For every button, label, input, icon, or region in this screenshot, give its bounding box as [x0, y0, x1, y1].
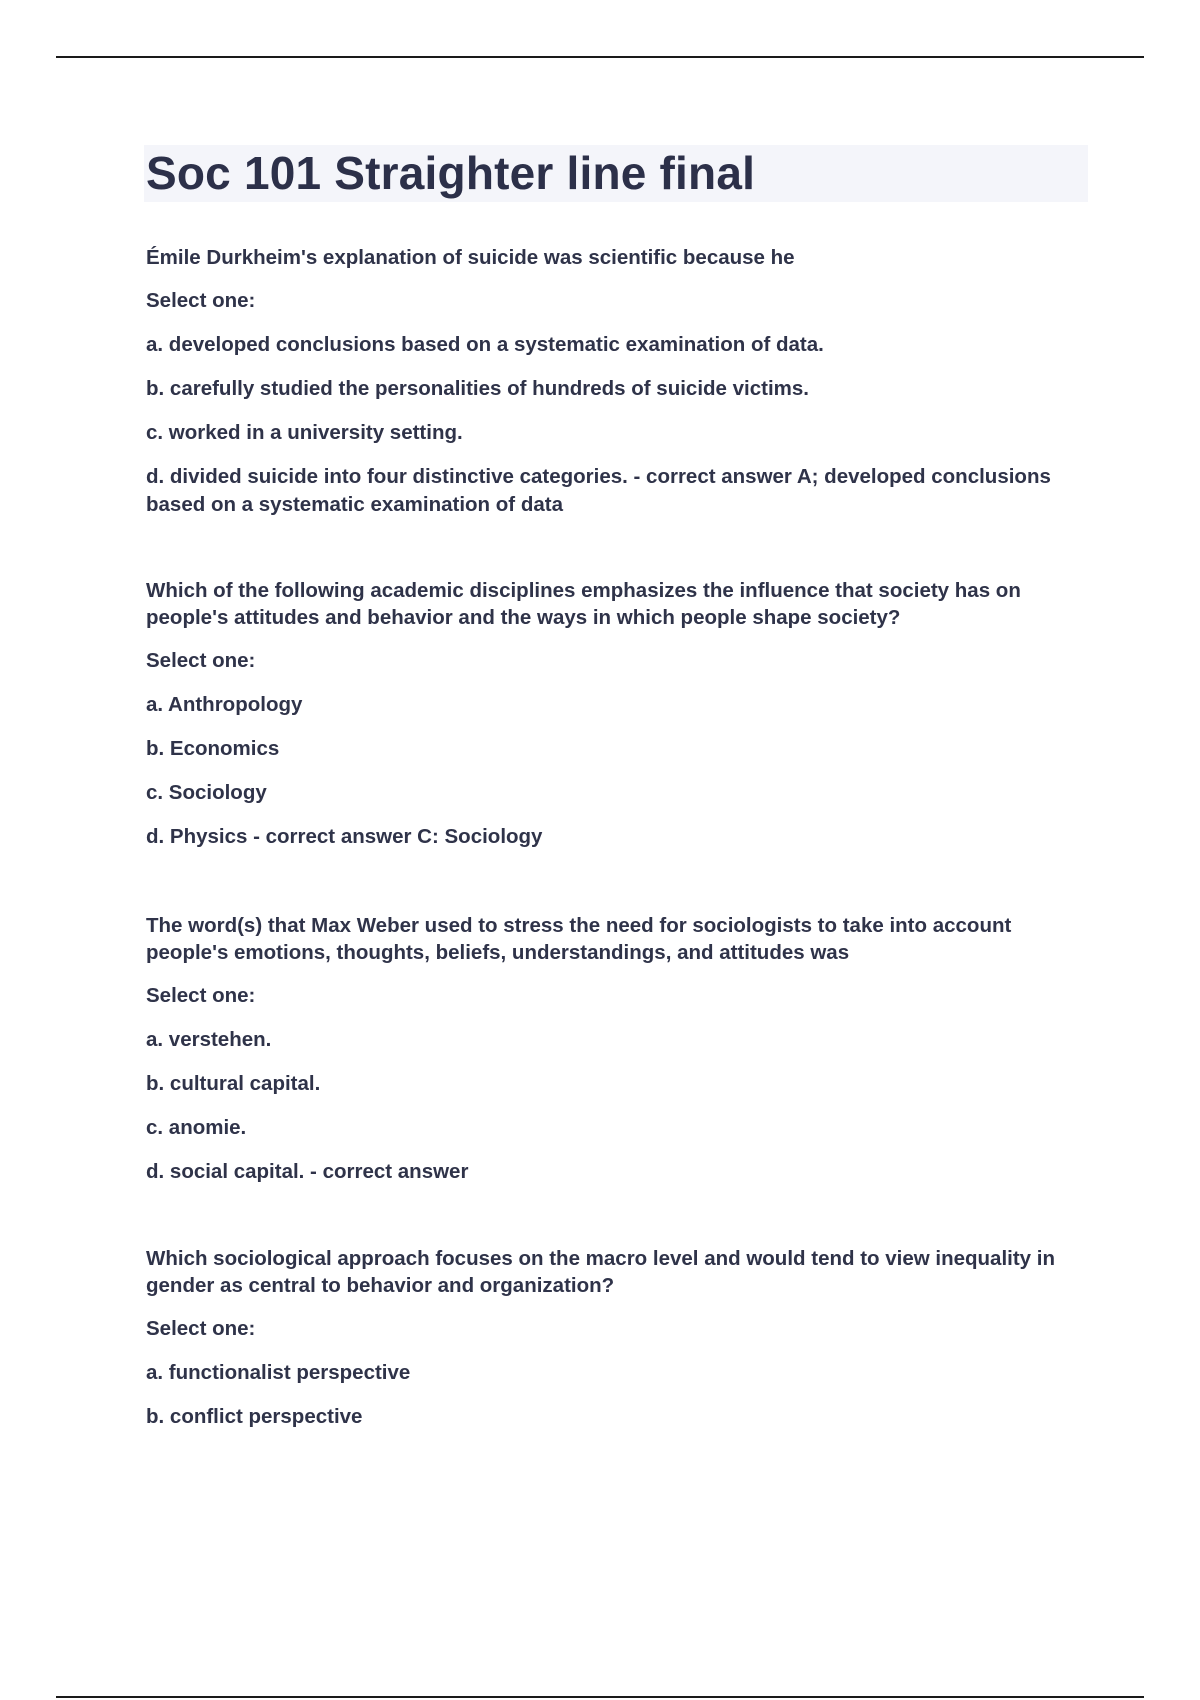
- question-block-4: [146, 1245, 1090, 1431]
- question-block-1: [146, 244, 1090, 519]
- answer-option-b: b. cultural capital.: [146, 1072, 321, 1095]
- select-one-label: Select one:: [146, 289, 256, 312]
- answer-option-a: a. functionalist perspective: [146, 1361, 411, 1384]
- select-one-label: Select one:: [146, 1317, 256, 1340]
- answer-option-c: c. anomie.: [146, 1116, 247, 1139]
- document-title: Soc 101 Straighter line final: [146, 147, 756, 199]
- header-divider: [56, 56, 1144, 58]
- answer-option-b: b. conflict perspective: [146, 1405, 363, 1428]
- footer-divider: [56, 1696, 1144, 1698]
- answer-option-d: d. social capital. - correct answer: [146, 1160, 469, 1183]
- select-one-label: Select one:: [146, 649, 256, 672]
- question-text: The word(s) that Max Weber used to stress the need for sociologists to take into account people's emotions, thoughts, beliefs, understandings, and attitudes was: [146, 914, 1012, 964]
- answer-option-c: c. Sociology: [146, 781, 267, 804]
- answer-option-b: b. Economics: [146, 737, 280, 760]
- question-text: Émile Durkheim's explanation of suicide was scientific because he: [146, 246, 795, 269]
- answer-option-d: d. divided suicide into four distinctive categories. - correct answer A; developed conclusions based on a systematic examination of data: [146, 465, 1051, 516]
- answer-option-a: a. verstehen.: [146, 1028, 272, 1051]
- answer-option-d: d. Physics - correct answer C: Sociology: [146, 825, 543, 848]
- question-text: Which sociological approach focuses on the macro level and would tend to view inequality in gender as central to behavior and organization?: [146, 1247, 1055, 1297]
- question-text: Which of the following academic disciplines emphasizes the influence that society has on people's attitudes and behavior and the ways in which people shape society?: [146, 579, 1021, 629]
- answer-option-a: a. developed conclusions based on a systematic examination of data.: [146, 333, 824, 356]
- answer-option-c: c. worked in a university setting.: [146, 421, 463, 444]
- select-one-label: Select one:: [146, 984, 256, 1007]
- answer-option-b: b. carefully studied the personalities of hundreds of suicide victims.: [146, 377, 809, 400]
- question-block-2: [146, 577, 1090, 851]
- answer-option-a: a. Anthropology: [146, 693, 303, 716]
- question-block-3: [146, 912, 1090, 1186]
